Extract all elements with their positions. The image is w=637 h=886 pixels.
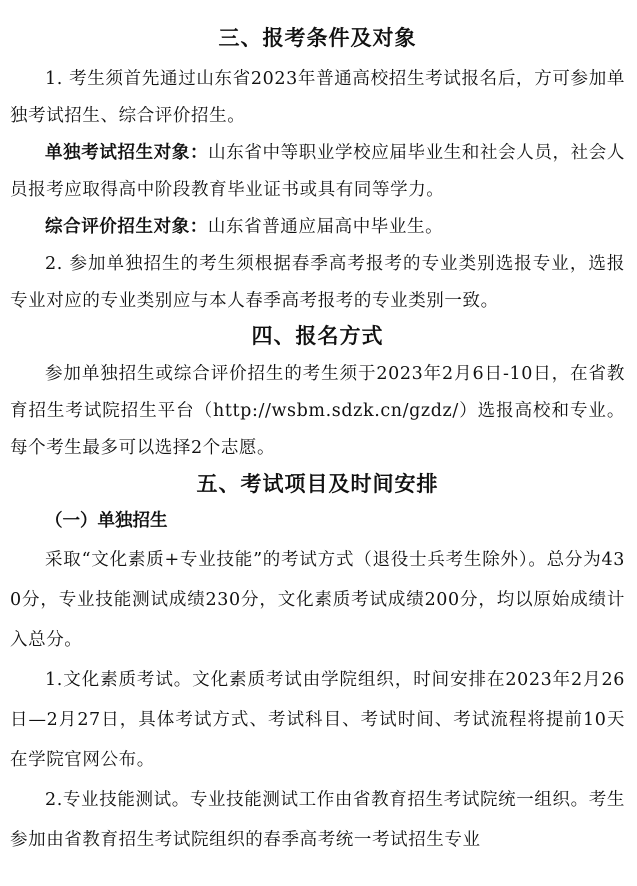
section-5-paragraph-1: 采取“文化素质+专业技能”的考试方式（退役士兵考生除外）。总分为430分，专业技能测试成绩230分，文化素质考试成绩200分，均以原始成绩计入总分。 <box>10 550 625 650</box>
single-exam-target-text: 山东省中等职业学校应届毕业生和社会人员，社会人员报考应取得高中阶段教育毕业证书或具有同等学力。 <box>10 143 625 200</box>
section-4-heading: 四、报名方式 <box>251 324 384 348</box>
section-5-paragraph-2: 1.文化素质考试。文化素质考试由学院组织，时间安排在2023年2月26日—2月27日，具体考试方式、考试科目、考试时间、考试流程将提前10天在学院官网公布。 <box>10 670 625 770</box>
comprehensive-target-text: 山东省普通应届高中毕业生。 <box>207 217 444 237</box>
section-4-paragraph-1: 参加单独招生或综合评价招生的考生须于2023年2月6日-10日，在省教育招生考试院招生平台（http://wsbm.sdzk.cn/gzdz/）选报高校和专业。每个考生最多可以选择2个志愿。 <box>10 364 625 458</box>
section-3-paragraph-2 <box>10 135 625 209</box>
top-spacer <box>10 0 625 20</box>
section-5-heading: 五、考试项目及时间安排 <box>196 472 439 496</box>
section-3-heading: 三、报考条件及对象 <box>218 26 417 50</box>
section-5-subheading-1: （一）单独招生 <box>45 511 168 531</box>
comprehensive-target-label: 综合评价招生对象： <box>45 217 208 237</box>
single-exam-target-label: 单独考试招生对象： <box>45 143 209 163</box>
section-5-paragraph-3: 2.专业技能测试。专业技能测试工作由省教育招生考试院统一组织。考生参加由省教育招生考试院组织的春季高考统一考试招生专业 <box>10 790 625 850</box>
section-3-paragraph-3 <box>10 209 625 246</box>
section-3-paragraph-4: 2. 参加单独招生的考生须根据春季高考报考的专业类别选报专业，选报专业对应的专业类别应与本人春季高考报考的专业类别一致。 <box>10 254 625 311</box>
section-3-paragraph-1: 1. 考生须首先通过山东省2023年普通高校招生考试报名后，方可参加单独考试招生、综合评价招生。 <box>10 69 625 126</box>
